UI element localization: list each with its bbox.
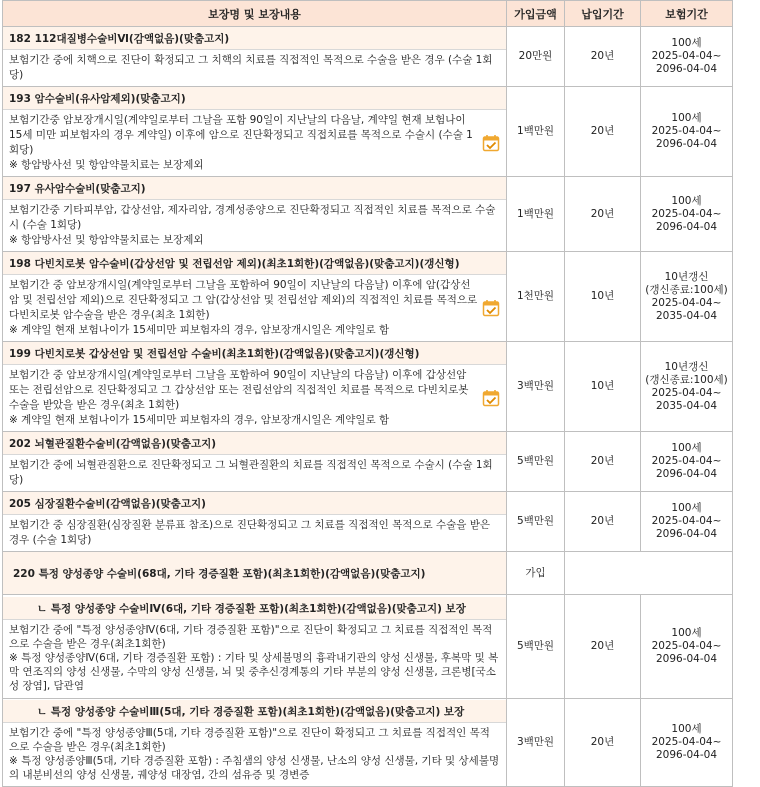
coverage-note: ※ 계약일 현재 보험나이가 15세미만 피보험자의 경우, 암보장개시일은 계약일로 함 xyxy=(9,324,390,336)
amount-cell: 5백만원 xyxy=(507,595,565,699)
coverage-description: 보험기간 중 암보장개시일(계약일로부터 그날을 포함하여 90일이 지난날의 다음날) 이후에 갑상선암 또는 전립선암으로 진단확정되고 그 갑상선암 또는 전립선암의 직접적인 치료를 목적으로 다빈치로봇 수술을 받았을 받은 경우(최초 1회한) xyxy=(9,369,469,411)
coverage-description-block xyxy=(3,620,506,697)
coverage-cell xyxy=(3,595,507,699)
period-start: 2025-04-04~ xyxy=(651,736,722,748)
period-renewal-end: (갱신종료:100세) xyxy=(645,283,728,296)
coverage-note: ※ 특정 양성종양Ⅲ(5대, 기타 경증질환 포함) : 주침샘의 양성 신생물, 난소의 양성 신생물, 기타 및 상세불명의 내분비선의 양성 신생물, 궤양성 대장염, 간의 섬유증 및 경변증 xyxy=(9,754,500,781)
coverage-description-block xyxy=(3,275,506,341)
amount-cell: 1백만원 xyxy=(507,177,565,252)
insurance-period-cell xyxy=(641,595,733,699)
coverage-cell xyxy=(3,177,507,252)
period-start: 2025-04-04~ xyxy=(651,296,722,309)
coverage-description-block xyxy=(3,200,506,251)
period-end: 2096-04-04 xyxy=(655,220,718,233)
group-title-cell xyxy=(3,552,507,595)
coverage-description: 보험기간 중에 "특정 양성종양Ⅳ(6대, 기타 경증질환 포함)"으로 진단이 확정되고 그 치료를 직접적인 목적으로 수술을 받은 경우(최초1회한) xyxy=(9,623,493,650)
period-age: 100세 xyxy=(671,112,702,124)
period-renewal: 10년갱신 xyxy=(664,270,709,283)
period-renewal-end: (갱신종료:100세) xyxy=(645,373,728,386)
period-start: 2025-04-04~ xyxy=(651,515,722,527)
coverage-title: 202 뇌혈관질환수술비(감액없음)(맞춤고지) xyxy=(3,432,506,455)
amount-cell: 5백만원 xyxy=(507,432,565,492)
period-end: 2096-04-04 xyxy=(655,138,718,150)
insurance-period-cell xyxy=(641,342,733,432)
coverage-description: 보험기간 중에 치핵으로 진단이 확정되고 그 치핵의 치료를 직접적인 목적으로 수술을 받은 경우 (수술 1회당) xyxy=(9,54,493,81)
amount-cell: 1천만원 xyxy=(507,252,565,342)
coverage-title: 197 유사암수술비(맞춤고지) xyxy=(3,177,506,200)
coverage-title: 205 심장질환수술비(감액없음)(맞춤고지) xyxy=(3,492,506,515)
amount-cell: 1백만원 xyxy=(507,87,565,177)
coverage-table xyxy=(2,0,733,787)
amount-cell: 5백만원 xyxy=(507,492,565,552)
period-start: 2025-04-04~ xyxy=(651,386,722,399)
header-amount: 가입금액 xyxy=(507,1,565,27)
coverage-description: 보험기간 중 심장질환(심장질환 분류표 참조)으로 진단확정되고 그 치료를 직접적인 목적으로 수술을 받은 경우 (수술 1회당) xyxy=(9,519,491,546)
insurance-period-cell xyxy=(641,87,733,177)
amount-cell: 3백만원 xyxy=(507,699,565,787)
table-row xyxy=(3,252,733,342)
period-end: 2096-04-04 xyxy=(655,749,718,761)
coverage-description: 보험기간 중 암보장개시일(계약일로부터 그날을 포함하여 90일이 지난날의 다음날) 이후에 암(갑상선암 및 전립선암 제외)으로 진단확정되고 그 암(갑상선암 및 전립선암 제외)의 직접적인 치료를 목적으로 다빈치로봇 암수술을 받은 경우(최초 1회한) xyxy=(9,279,478,321)
coverage-note: ※ 계약일 현재 보험나이가 15세미만 피보험자의 경우, 암보장개시일은 계약일로 함 xyxy=(9,414,390,426)
coverage-note: ※ 항암방사선 및 항암약물치료는 보장제외 xyxy=(9,234,204,246)
period-end: 2096-04-04 xyxy=(655,468,718,480)
pay-period-cell: 20년 xyxy=(565,492,641,552)
period-start: 2025-04-04~ xyxy=(651,50,722,62)
coverage-cell xyxy=(3,252,507,342)
coverage-title: ㄴ 특정 양성종양 수술비Ⅳ(6대, 기타 경증질환 포함)(최초1회한)(감액없음)(맞춤고지) 보장 xyxy=(3,597,506,620)
table-row xyxy=(3,87,733,177)
pay-period-cell: 20년 xyxy=(565,87,641,177)
period-age: 100세 xyxy=(671,194,702,207)
pay-period-cell: 20년 xyxy=(565,27,641,87)
period-renewal: 10년갱신 xyxy=(664,360,709,373)
table-row xyxy=(3,595,733,699)
pay-period-cell: 20년 xyxy=(565,432,641,492)
coverage-description: 보험기간 중에 "특정 양성종양Ⅲ(5대, 기타 경증질환 포함)"으로 진단이 확정되고 그 치료를 직접적인 목적으로 수술을 받은 경우(최초1회한) xyxy=(9,726,490,753)
calendar-check-icon xyxy=(482,299,500,317)
insurance-period-cell xyxy=(641,252,733,342)
amount-cell: 20만원 xyxy=(507,27,565,87)
group-row xyxy=(3,552,733,595)
table-row xyxy=(3,27,733,87)
insurance-period-cell xyxy=(641,699,733,787)
period-age: 100세 xyxy=(671,37,702,49)
coverage-title: 193 암수술비(유사암제외)(맞춤고지) xyxy=(3,87,506,110)
coverage-note: ※ 특정 양성종양Ⅳ(6대, 기타 경증질환 포함) : 기타 및 상세불명의 흉곽내기관의 양성 신생물, 후복막 및 복막 연조직의 양성 신생물, 수막의 양성 신생물, 뇌 및 중추신경계통의 기타 부분의 양성 신생물, 크론병[국소성 장염], 담관염 xyxy=(9,651,499,692)
coverage-cell xyxy=(3,87,507,177)
period-end: 2096-04-04 xyxy=(655,653,718,665)
period-start: 2025-04-04~ xyxy=(651,455,722,467)
coverage-description: 보험기간중 암보장개시일(계약일로부터 그날을 포함 90일이 지난날의 다음날, 계약일 현재 보험나이 15세 미만 피보험자의 경우 계약일) 이후에 암으로 진단확정되고 직접치료를 목적으로 수술시 (수술 1회당) xyxy=(9,114,473,156)
coverage-note: ※ 항암방사선 및 항암약물치료는 보장제외 xyxy=(9,159,204,171)
pay-period-cell: 10년 xyxy=(565,342,641,432)
table-row xyxy=(3,699,733,787)
amount-cell: 3백만원 xyxy=(507,342,565,432)
table-row xyxy=(3,492,733,552)
coverage-title: ㄴ 특정 양성종양 수술비Ⅲ(5대, 기타 경증질환 포함)(최초1회한)(감액없음)(맞춤고지) 보장 xyxy=(3,700,506,723)
period-end: 2096-04-04 xyxy=(655,528,718,540)
period-end: 2035-04-04 xyxy=(655,399,718,412)
group-title: 220 특정 양성종양 수술비(68대, 기타 경증질환 포함)(최초1회한)(감액없음)(맞춤고지) xyxy=(3,566,506,581)
group-status: 가입 xyxy=(507,552,565,595)
coverage-description: 보험기간 중에 뇌혈관질환으로 진단확정되고 그 뇌혈관질환의 치료를 직접적인 목적으로 수술시 (수술 1회당) xyxy=(9,459,493,486)
insurance-period-cell xyxy=(641,432,733,492)
coverage-cell xyxy=(3,492,507,552)
pay-period-cell: 20년 xyxy=(565,699,641,787)
table-row xyxy=(3,177,733,252)
coverage-description: 보험기간중 기타피부암, 갑상선암, 제자리암, 경계성종양으로 진단확정되고 직접적인 치료를 목적으로 수술시 (수술 1회당) xyxy=(9,204,496,231)
period-end: 2096-04-04 xyxy=(655,63,718,75)
period-start: 2025-04-04~ xyxy=(651,125,722,137)
coverage-description-block xyxy=(3,723,506,786)
coverage-cell xyxy=(3,342,507,432)
group-empty-cell xyxy=(565,552,733,595)
coverage-cell xyxy=(3,432,507,492)
coverage-cell xyxy=(3,699,507,787)
header-insurance-period: 보험기간 xyxy=(641,1,733,27)
table-header-row xyxy=(3,1,733,27)
insurance-period-cell xyxy=(641,492,733,552)
period-age: 100세 xyxy=(671,723,702,735)
pay-period-cell: 20년 xyxy=(565,595,641,699)
header-coverage-name: 보장명 및 보장내용 xyxy=(3,1,507,27)
coverage-description-block xyxy=(3,365,506,431)
period-start: 2025-04-04~ xyxy=(651,640,722,652)
coverage-description-block xyxy=(3,110,506,176)
pay-period-cell: 20년 xyxy=(565,177,641,252)
header-pay-period: 납입기간 xyxy=(565,1,641,27)
period-age: 100세 xyxy=(671,627,702,639)
coverage-title: 182 112대질병수술비Ⅵ(감액없음)(맞춤고지) xyxy=(3,27,506,50)
table-row xyxy=(3,342,733,432)
pay-period-cell: 10년 xyxy=(565,252,641,342)
period-age: 100세 xyxy=(671,502,702,514)
period-age: 100세 xyxy=(671,442,702,454)
coverage-title: 199 다빈치로봇 갑상선암 및 전립선암 수술비(최초1회한)(감액없음)(맞춤고지)(갱신형) xyxy=(3,342,506,365)
coverage-cell xyxy=(3,27,507,87)
calendar-check-icon xyxy=(482,389,500,407)
insurance-period-cell xyxy=(641,27,733,87)
insurance-period-cell xyxy=(641,177,733,252)
table-row xyxy=(3,432,733,492)
period-end: 2035-04-04 xyxy=(655,309,718,322)
coverage-title: 198 다빈치로봇 암수술비(갑상선암 및 전립선암 제외)(최초1회한)(감액없음)(맞춤고지)(갱신형) xyxy=(3,252,506,275)
period-start: 2025-04-04~ xyxy=(651,207,722,220)
calendar-check-icon xyxy=(482,134,500,152)
